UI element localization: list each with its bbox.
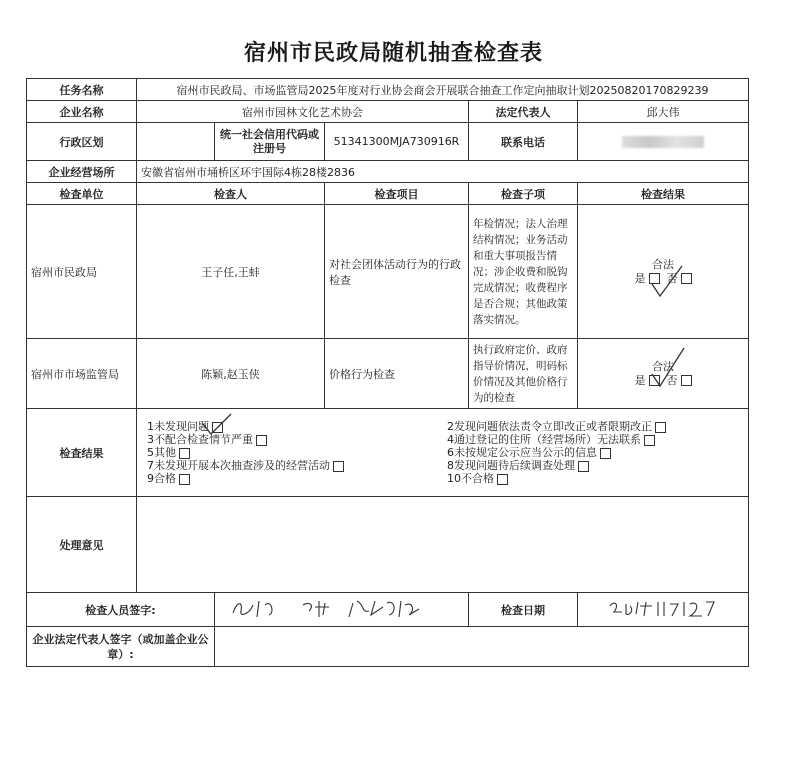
option-8: 8发现问题待后续调查处理 xyxy=(447,459,747,472)
rep-sign-label: 企业法定代表人签字（或加盖企业公章）: xyxy=(27,627,215,667)
credit-label: 统一社会信用代码或注册号 xyxy=(215,123,325,161)
row1-inspector: 王子任,王蚌 xyxy=(137,205,325,339)
company-label: 企业名称 xyxy=(27,101,137,123)
row2-item: 价格行为检查 xyxy=(325,339,469,409)
row1-verdict: 合法 xyxy=(652,257,675,271)
opinion-value xyxy=(137,497,749,593)
option-4: 4通过登记的住所（经营场所）无法联系 xyxy=(447,433,747,446)
address-label: 企业经营场所 xyxy=(27,161,137,183)
option-6-checkbox[interactable] xyxy=(600,448,611,459)
region-label: 行政区划 xyxy=(27,123,137,161)
task-value: 宿州市民政局、市场监管局2025年度对行业协会商会开展联合抽查工作定向抽取计划20250820170829239 xyxy=(137,79,749,101)
signature-label: 检查人员签字: xyxy=(27,593,215,627)
opinion-row xyxy=(27,497,749,593)
header-result: 检查结果 xyxy=(578,183,749,205)
rep-value: 邱大伟 xyxy=(578,101,749,123)
option-2-checkbox[interactable] xyxy=(655,422,666,433)
address-row xyxy=(27,161,749,183)
phone-label: 联系电话 xyxy=(469,123,578,161)
company-row xyxy=(27,101,749,123)
option-1-check-mark-icon xyxy=(201,412,233,438)
phone-value xyxy=(578,123,749,161)
option-6: 6未按规定公示应当公示的信息 xyxy=(447,446,747,459)
region-row xyxy=(27,123,749,161)
company-value: 宿州市园林文化艺术协会 xyxy=(137,101,469,123)
option-3: 3不配合检查情节严重 xyxy=(147,433,447,446)
row2-no-label: 否 xyxy=(666,373,678,387)
option-5: 5其他 xyxy=(147,446,447,459)
header-subitem: 检查子项 xyxy=(469,183,578,205)
header-inspector: 检查人 xyxy=(137,183,325,205)
option-10-checkbox[interactable] xyxy=(497,474,508,485)
results-row xyxy=(27,409,749,497)
results-options xyxy=(137,409,749,497)
handwritten-signature-icon xyxy=(219,595,459,621)
row2-inspector: 陈颖,赵玉侠 xyxy=(137,339,325,409)
option-7-checkbox[interactable] xyxy=(333,461,344,472)
option-9: 9合格 xyxy=(147,472,447,485)
row2-yes-label: 是 xyxy=(634,373,646,387)
address-value: 安徽省宿州市埇桥区环宇国际4栋28楼2836 xyxy=(137,161,749,183)
header-unit: 检查单位 xyxy=(27,183,137,205)
inspection-form xyxy=(26,78,749,667)
date-value xyxy=(578,593,749,627)
row2-subitem: 执行政府定价、政府指导价情况，明码标价情况及其他价格行为的检查 xyxy=(469,339,578,409)
option-2: 2发现问题依法责令立即改正或者限期改正 xyxy=(447,420,747,433)
option-5-checkbox[interactable] xyxy=(179,448,190,459)
credit-value: 51341300MJA730916R xyxy=(325,123,469,161)
option-7: 7未发现开展本次抽查涉及的经营活动 xyxy=(147,459,447,472)
header-row xyxy=(27,183,749,205)
option-4-checkbox[interactable] xyxy=(644,435,655,446)
row1-item: 对社会团体活动行为的行政检查 xyxy=(325,205,469,339)
signature-row xyxy=(27,593,749,627)
option-9-checkbox[interactable] xyxy=(179,474,190,485)
opinion-label: 处理意见 xyxy=(27,497,137,593)
inspection-row-1 xyxy=(27,205,749,339)
date-label: 检查日期 xyxy=(469,593,578,627)
rep-label: 法定代表人 xyxy=(469,101,578,123)
task-row xyxy=(27,79,749,101)
option-8-checkbox[interactable] xyxy=(578,461,589,472)
handwritten-date-icon xyxy=(582,596,742,620)
task-label: 任务名称 xyxy=(27,79,137,101)
rep-sign-value xyxy=(215,627,749,667)
region-value xyxy=(137,123,215,161)
row1-subitem: 年检情况；法人治理结构情况；业务活动和重大事项报告情况；涉企收费和脱钩完成情况；收费程序是否合规；其他政策落实情况。 xyxy=(469,205,578,339)
row1-unit: 宿州市民政局 xyxy=(27,205,137,339)
option-10: 10不合格 xyxy=(447,472,747,485)
row2-verdict: 合法 xyxy=(652,359,675,373)
redacted-phone xyxy=(622,136,704,148)
form-title: 宿州市民政局随机抽查检查表 xyxy=(243,41,543,66)
header-item: 检查项目 xyxy=(325,183,469,205)
row2-check-mark-icon xyxy=(650,346,686,390)
option-1: 1未发现问题 xyxy=(147,420,447,433)
rep-sign-row xyxy=(27,627,749,667)
inspector-signatures xyxy=(215,593,469,627)
row2-result xyxy=(578,339,749,409)
option-3-checkbox[interactable] xyxy=(256,435,267,446)
row1-no-label: 否 xyxy=(666,271,678,285)
row1-check-mark-icon xyxy=(650,264,684,300)
results-label: 检查结果 xyxy=(27,409,137,497)
inspection-row-2 xyxy=(27,339,749,409)
row1-yes-label: 是 xyxy=(634,271,646,285)
row2-unit: 宿州市市场监管局 xyxy=(27,339,137,409)
row1-result xyxy=(578,205,749,339)
